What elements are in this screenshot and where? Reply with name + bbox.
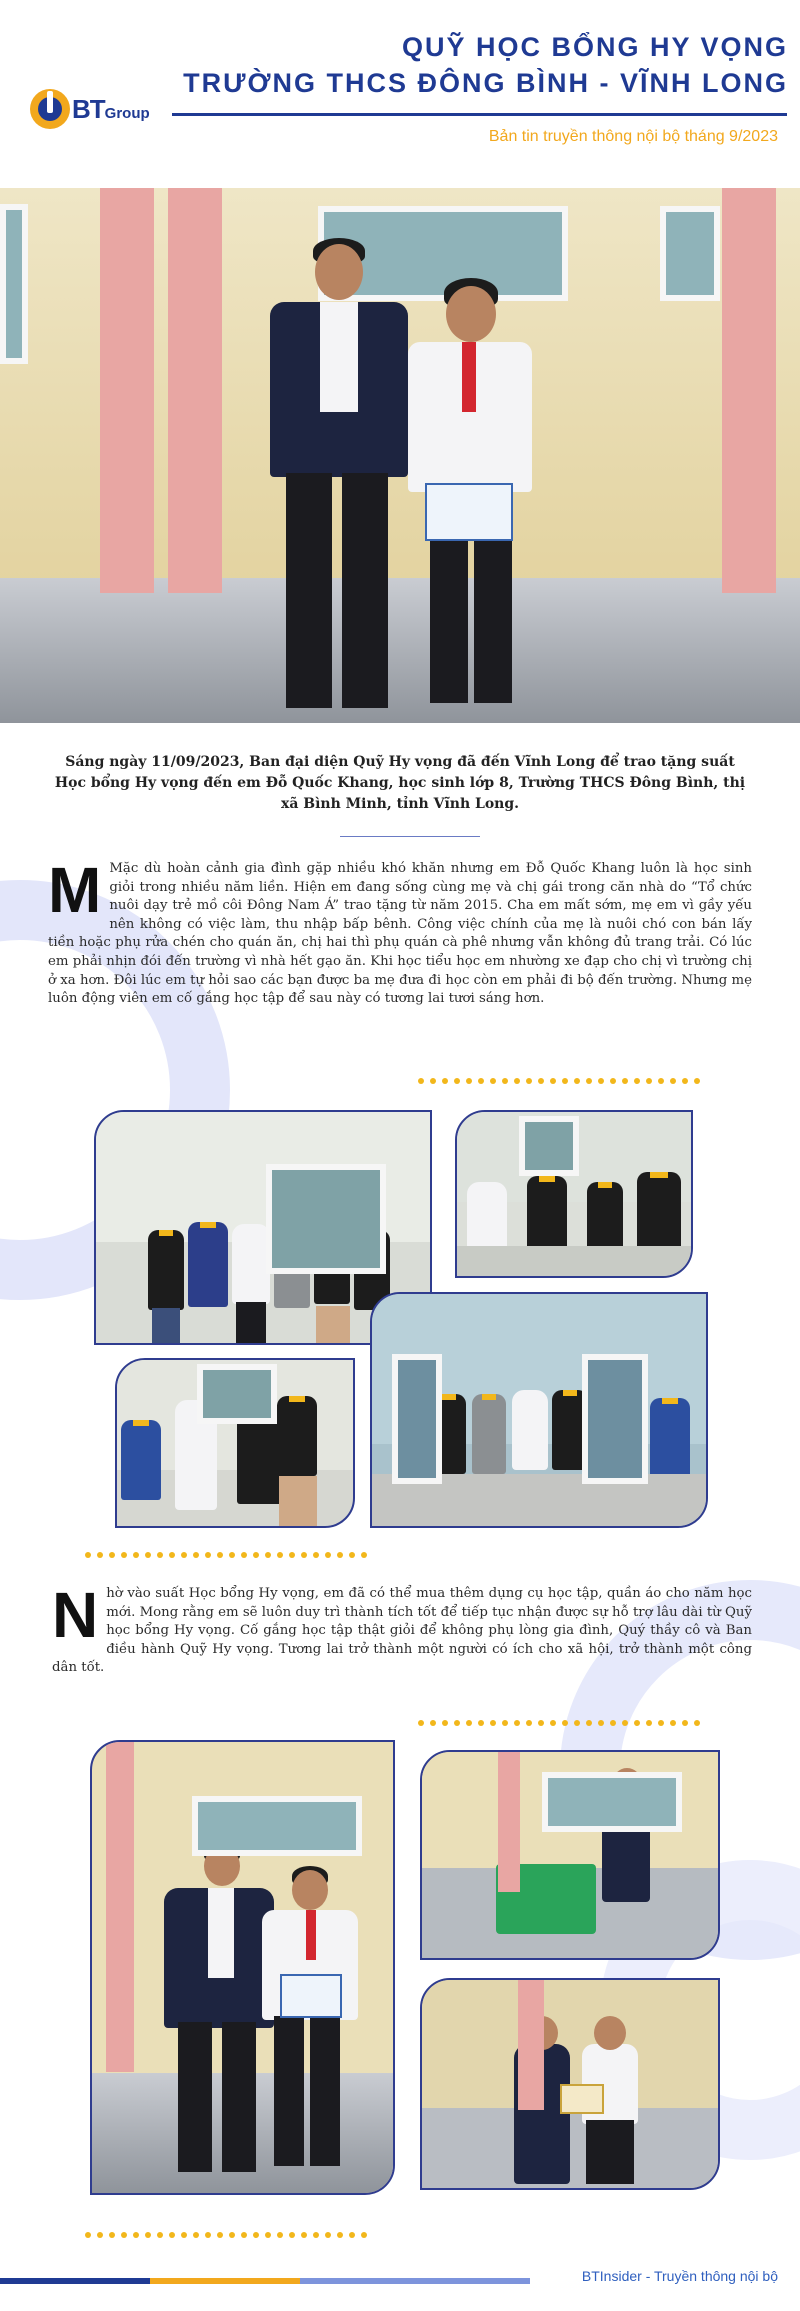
- divider-dot: [598, 1078, 604, 1084]
- divider-dot: [454, 1078, 460, 1084]
- divider-dot: [634, 1720, 640, 1726]
- divider-dot: [550, 1720, 556, 1726]
- divider-dot: [658, 1078, 664, 1084]
- divider-dot: [181, 2232, 187, 2238]
- paragraph-text: hờ vào suất Học bổng Hy vọng, em đã có thể mua thêm dụng cụ học tập, quần áo cho năm học mới. Mong rằng em sẽ luôn duy trì thành tích tốt để tiếp tục nhận được sự hỗ trợ lâu dài từ Quỹ học bổng Hy vọng. Cố gắng học tập thật giỏi để không phụ lòng gia đình, Quý thầy cô và Ban điều hành Quỹ Hy vọng. Tương lai trở thành một người có ích cho xã hội, trở thành một công dân tốt.: [52, 1586, 752, 1676]
- footer-text: BTInsider - Truyền thông nội bộ: [581, 2268, 778, 2284]
- dropcap-letter: M: [48, 854, 102, 926]
- divider-dot: [313, 2232, 319, 2238]
- divider-dot: [562, 1720, 568, 1726]
- story-paragraph-2: [52, 1579, 752, 1678]
- divider-dot: [418, 1720, 424, 1726]
- divider-dot: [478, 1720, 484, 1726]
- photo-scholarship-certificate: [425, 483, 513, 541]
- divider-dot: [205, 2232, 211, 2238]
- logo-text: BT: [72, 93, 105, 124]
- divider-dot: [97, 2232, 103, 2238]
- photo-person-representative: [258, 238, 418, 723]
- bt-group-logo: [30, 86, 200, 132]
- divider-dot: [265, 2232, 271, 2238]
- divider-dot: [97, 1552, 103, 1558]
- divider-dot: [550, 1078, 556, 1084]
- divider-dot: [301, 1552, 307, 1558]
- divider-dot: [502, 1720, 508, 1726]
- divider-dot: [694, 1078, 700, 1084]
- divider-dot: [622, 1078, 628, 1084]
- divider-dot: [478, 1078, 484, 1084]
- logo-mark-icon: [30, 89, 70, 129]
- divider-dot: [538, 1078, 544, 1084]
- divider-dot: [526, 1078, 532, 1084]
- divider-dot: [337, 2232, 343, 2238]
- divider-dot: [217, 2232, 223, 2238]
- dotted-divider: [418, 1078, 700, 1088]
- divider-dot: [466, 1078, 472, 1084]
- newsletter-title-line-1: QUỸ HỌC BỔNG HY VỌNG: [401, 32, 788, 62]
- divider-dot: [574, 1078, 580, 1084]
- divider-dot: [610, 1078, 616, 1084]
- newsletter-subtitle: Bản tin truyền thông nội bộ tháng 9/2023: [488, 128, 778, 145]
- divider-dot: [289, 2232, 295, 2238]
- title-divider: [172, 113, 787, 116]
- dotted-divider: [85, 2232, 367, 2242]
- dotted-divider: [85, 1552, 367, 1562]
- divider-dot: [181, 1552, 187, 1558]
- divider-dot: [133, 1552, 139, 1558]
- divider-dot: [169, 1552, 175, 1558]
- divider-dot: [157, 2232, 163, 2238]
- divider-dot: [586, 1078, 592, 1084]
- divider-dot: [193, 1552, 199, 1558]
- divider-dot: [490, 1078, 496, 1084]
- gallery-photo-handing-gifts: [455, 1110, 693, 1278]
- story-paragraph-1: [48, 854, 752, 1009]
- divider-dot: [169, 2232, 175, 2238]
- gallery-photo-speech-podium: [420, 1750, 720, 1960]
- divider-dot: [454, 1720, 460, 1726]
- divider-dot: [337, 1552, 343, 1558]
- divider-dot: [277, 2232, 283, 2238]
- divider-dot: [361, 2232, 367, 2238]
- divider-dot: [121, 2232, 127, 2238]
- divider-dot: [514, 1078, 520, 1084]
- divider-dot: [121, 1552, 127, 1558]
- divider-dot: [253, 2232, 259, 2238]
- divider-dot: [442, 1078, 448, 1084]
- divider-dot: [598, 1720, 604, 1726]
- divider-dot: [301, 2232, 307, 2238]
- hero-photo-scholarship-handover: [0, 188, 800, 723]
- divider-dot: [133, 2232, 139, 2238]
- divider-dot: [241, 2232, 247, 2238]
- gallery-photo-student-with-representative: [90, 1740, 395, 2195]
- divider-dot: [277, 1552, 283, 1558]
- divider-dot: [490, 1720, 496, 1726]
- divider-dot: [349, 2232, 355, 2238]
- divider-dot: [430, 1078, 436, 1084]
- gallery-photo-group-outdoor: [370, 1292, 708, 1528]
- divider-dot: [145, 1552, 151, 1558]
- divider-dot: [442, 1720, 448, 1726]
- divider-dot: [466, 1720, 472, 1726]
- divider-dot: [502, 1078, 508, 1084]
- footer-color-bar: [0, 2278, 530, 2284]
- divider-dot: [325, 1552, 331, 1558]
- divider-dot: [682, 1078, 688, 1084]
- divider-dot: [205, 1552, 211, 1558]
- logo-subtext: Group: [104, 104, 150, 122]
- divider-dot: [217, 1552, 223, 1558]
- divider-dot: [430, 1720, 436, 1726]
- divider-dot: [361, 1552, 367, 1558]
- dropcap-letter: N: [52, 1579, 99, 1651]
- dotted-divider: [418, 1720, 700, 1730]
- divider-dot: [646, 1720, 652, 1726]
- divider-dot: [313, 1552, 319, 1558]
- divider-dot: [658, 1720, 664, 1726]
- divider-dot: [241, 1552, 247, 1558]
- divider-dot: [586, 1720, 592, 1726]
- divider-dot: [229, 1552, 235, 1558]
- divider-dot: [85, 1552, 91, 1558]
- divider-dot: [562, 1078, 568, 1084]
- divider-dot: [670, 1078, 676, 1084]
- divider-dot: [253, 1552, 259, 1558]
- divider-dot: [538, 1720, 544, 1726]
- divider-dot: [670, 1720, 676, 1726]
- photo-caption: Sáng ngày 11/09/2023, Ban đại diện Quỹ Hy vọng đã đến Vĩnh Long để trao tặng suất Học bổng Hy vọng đến em Đỗ Quốc Khang, học sinh lớp 8, Trường THCS Đông Bình, thị xã Bình Minh, tỉnh Vĩnh Long.: [54, 754, 746, 812]
- divider-dot: [622, 1720, 628, 1726]
- divider-dot: [325, 2232, 331, 2238]
- divider-dot: [85, 2232, 91, 2238]
- divider-dot: [157, 1552, 163, 1558]
- divider-dot: [682, 1720, 688, 1726]
- divider-dot: [289, 1552, 295, 1558]
- divider-dot: [418, 1078, 424, 1084]
- divider-dot: [574, 1720, 580, 1726]
- caption-divider: [340, 836, 480, 837]
- divider-dot: [646, 1078, 652, 1084]
- divider-dot: [145, 2232, 151, 2238]
- divider-dot: [694, 1720, 700, 1726]
- divider-dot: [265, 1552, 271, 1558]
- gallery-photo-certificate-presentation: [420, 1978, 720, 2190]
- divider-dot: [349, 1552, 355, 1558]
- divider-dot: [193, 2232, 199, 2238]
- divider-dot: [229, 2232, 235, 2238]
- newsletter-title-line-2: TRƯỜNG THCS ĐÔNG BÌNH - VĨNH LONG: [183, 68, 788, 98]
- divider-dot: [109, 2232, 115, 2238]
- paragraph-text: Mặc dù hoàn cảnh gia đình gặp nhiều khó khăn nhưng em Đỗ Quốc Khang luôn là học sinh giỏi trong nhiều năm liền. Hiện em đang sống cùng mẹ và chị gái trong căn nhà do “Tổ chức nuôi dạy trẻ mồ côi Đông Nam Á” trao tặng từ năm 2015. Cha em mất sớm, mẹ em vì gầy yếu nên không có việc làm, thu nhập bấp bênh. Công việc chính của mẹ là nuôi chó con bán lấy tiền hoặc phụ rửa chén cho quán ăn, chị hai thì phụ quán cà phê nhưng vẫn không đủ trang trải. Có lúc em phải nhịn đói đến trường vì nhà hết gạo ăn. Khi học tiểu học em nhường xe đạp cho chị vì trường chị ở xa hơn. Đôi lúc em tự hỏi sao các bạn được ba mẹ đưa đi học còn em phải đi bộ đến trường. Nhưng mẹ luôn động viên em cố gắng học tập để sau này có tương lai tươi sáng hơn.: [48, 861, 752, 1007]
- divider-dot: [514, 1720, 520, 1726]
- divider-dot: [109, 1552, 115, 1558]
- divider-dot: [526, 1720, 532, 1726]
- gallery-photo-backpack-gift: [115, 1358, 355, 1528]
- divider-dot: [610, 1720, 616, 1726]
- divider-dot: [634, 1078, 640, 1084]
